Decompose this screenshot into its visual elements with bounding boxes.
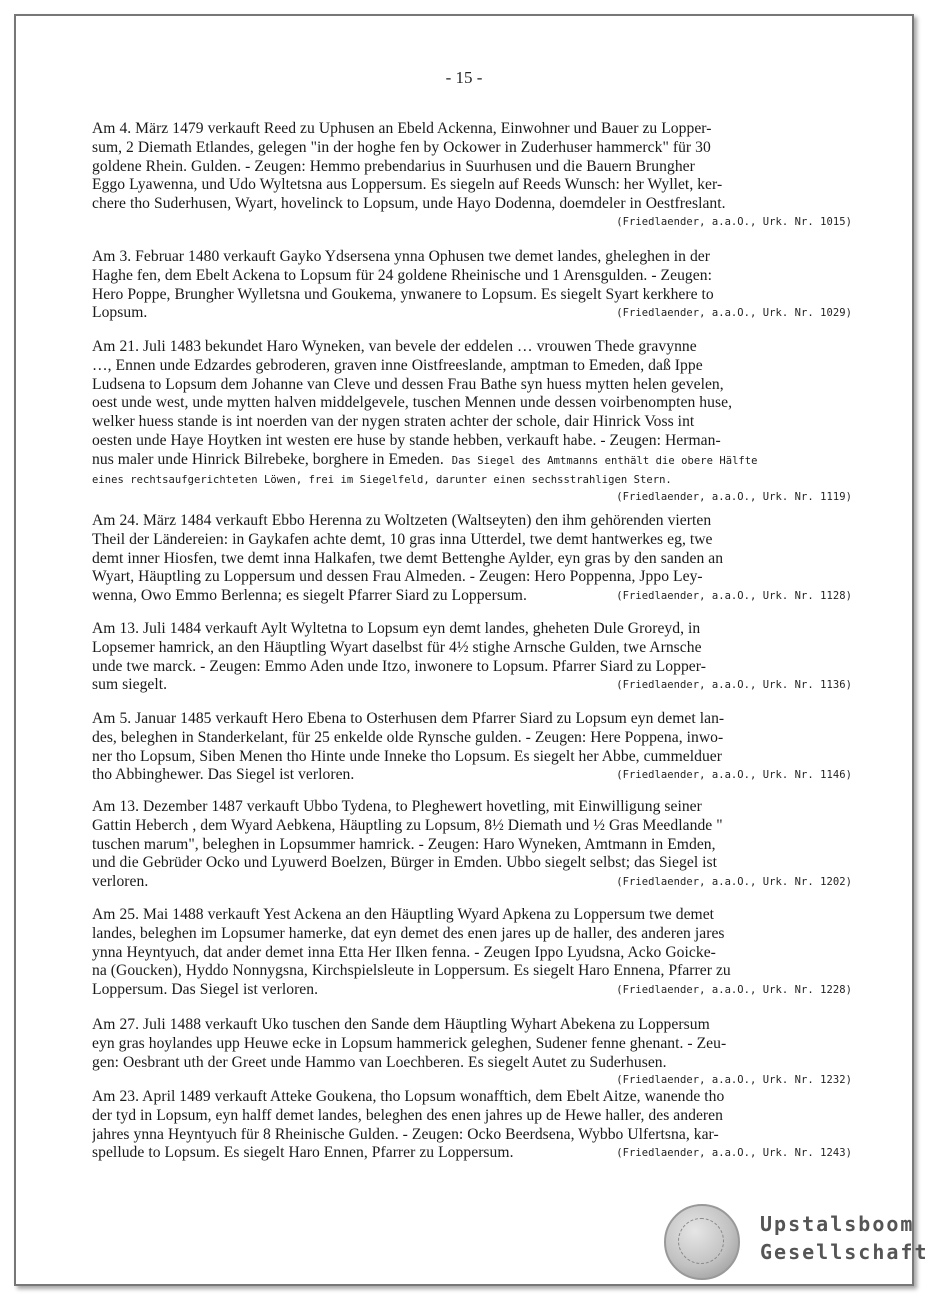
text-line: Am 3. Februar 1480 verkauft Gayko Ydsersena ynna Ophusen twe demet landes, gheleghen in der: [92, 248, 711, 265]
text-line: [92, 981, 852, 1000]
source-citation: (Friedlaender, a.a.O., Urk. Nr. 1232): [616, 1074, 852, 1087]
source-citation: (Friedlaender, a.a.O., Urk. Nr. 1136): [616, 679, 852, 692]
entry-1489: [92, 1088, 852, 1163]
page-number: - 15 -: [445, 68, 483, 87]
text-line: Eggo Lyawenna, und Udo Wyltetsna aus Loppersum. Es siegeln auf Reeds Wunsch: her Wyllet, ker-: [92, 176, 723, 194]
source-citation: (Friedlaender, a.a.O., Urk. Nr. 1015): [616, 215, 852, 228]
seal-note-continued: eines rechtsaufgerichteten Löwen, frei im Siegelfeld, darunter einen sechsstrahligen Stern.: [92, 473, 672, 486]
source-citation: (Friedlaender, a.a.O., Urk. Nr. 1146): [616, 769, 852, 782]
text-line: oest unde west, unde mytten halven middelgevele, tuschen Mennen unde dessen voirbenompten huse,: [92, 394, 733, 412]
page-frame: [14, 14, 929, 1286]
entry-1487: [92, 798, 852, 892]
text-line: [92, 587, 852, 606]
seal-ring: [678, 1218, 724, 1264]
text-line: Am 25. Mai 1488 verkauft Yest Ackena an den Häuptling Wyard Apkena zu Loppersum twe demet: [92, 906, 715, 923]
entry-1479: [92, 120, 852, 230]
text-line: Gattin Heberch , dem Wyard Aebkena, Häuptling zu Lopsum, 8½ Diemath und ½ Gras Meedlande ": [92, 816, 723, 834]
text-line: Am 23. April 1489 verkauft Atteke Goukena, tho Lopsum wonafftich, dem Ebelt Aitze, wanende tho: [92, 1088, 725, 1105]
logo-wordmark: [760, 1210, 929, 1266]
text-line: jahres ynna Heyntyuch für 8 Rheinische Gulden. - Zeugen: Ocko Beerdsena, Wybbo Ulfertsna, kar-: [92, 1125, 719, 1143]
text-line: Ludsena to Lopsum dem Johanne van Cleve und dessen Frau Bathe syn huess mytten helen gevelen,: [92, 375, 724, 393]
source-citation: (Friedlaender, a.a.O., Urk. Nr. 1128): [616, 590, 852, 603]
text-line: landes, beleghen im Lopsumer hamerke, dat eyn demet des enen jares up de haller, des anderen jares: [92, 924, 725, 942]
text-line: [92, 873, 852, 892]
text-line: Wyart, Häuptling zu Loppersum und dessen Frau Almeden. - Zeugen: Hero Poppenna, Jppo Ley-: [92, 568, 703, 586]
text-line: oesten unde Haye Hoytken int westen ere huse by stande hebben, verkauft habe. - Zeugen: Herman-: [92, 431, 721, 449]
line-text: nus maler unde Hinrick Bilrebeke, borghere in Emeden.: [92, 450, 444, 468]
source-citation: (Friedlaender, a.a.O., Urk. Nr. 1202): [616, 876, 852, 889]
source-citation: (Friedlaender, a.a.O., Urk. Nr. 1029): [616, 307, 852, 320]
entry-1485: [92, 710, 852, 785]
text-line: Hero Poppe, Brungher Wylletsna und Goukema, ynwanere to Lopsum. Es siegelt Syart kerkhere to: [92, 285, 714, 303]
logo-line-2: Gesellschaft: [760, 1240, 929, 1264]
last-line-text: wenna, Owo Emmo Berlenna; es siegelt Pfarrer Siard zu Loppersum.: [92, 587, 527, 605]
text-line: Am 27. Juli 1488 verkauft Uko tuschen den Sande dem Häuptling Wyhart Abekena zu Loppersum: [92, 1016, 710, 1033]
text-line: der tyd in Lopsum, eyn halff demet landes, beleghen des enen jahres up de Hewe haller, des anderen: [92, 1106, 723, 1124]
text-line: [92, 1144, 852, 1163]
text-line: demt inner Hiosfen, twe demt inna Halkafen, twe demt Bettenghe Aylder, eyn gras by den sanden an: [92, 549, 724, 567]
text-line: Haghe fen, dem Ebelt Ackena to Lopsum für 24 goldene Rheinische und 1 Arensgulden. - Zeugen:: [92, 266, 712, 284]
text-line: ner tho Lopsum, Siben Menen tho Hinte unde Inneke tho Lopsum. Es siegelt her Abbe, cummelduer: [92, 747, 723, 765]
entry-1484-juli: [92, 620, 852, 695]
text-line: des, beleghen in Standerkelant, für 25 enkelde olde Rynsche gulden. - Zeugen: Here Poppena, inwo-: [92, 728, 724, 746]
text-line: Am 24. März 1484 verkauft Ebbo Herenna zu Woltzeten (Waltseyten) den ihm gehörenden vierten: [92, 512, 712, 529]
text-line: ynna Heyntyuch, dat ander demet inna Etta Her Ilken fenna. - Zeugen Ippo Lyudsna, Acko Goicke-: [92, 943, 716, 961]
entry-1484-maerz: [92, 512, 852, 606]
text-line: na (Goucken), Hyddo Nonnygsna, Kirchspielsleute in Loppersum. Es siegelt Haro Ennena, Pfarrer zu: [92, 962, 731, 980]
last-line-text: tho Abbinghewer. Das Siegel ist verloren.: [92, 766, 355, 784]
last-line-text: Loppersum. Das Siegel ist verloren.: [92, 981, 319, 999]
text-line: Am 13. Juli 1484 verkauft Aylt Wyltetna to Lopsum eyn demt landes, gheheten Dule Groreyd, in: [92, 620, 701, 637]
text-line: welker huess stande is int noerden van der nygen straten achter der schole, dair Hinrick Voss int: [92, 413, 695, 431]
text-line: Am 5. Januar 1485 verkauft Hero Ebena to Osterhusen dem Pfarrer Siard zu Lopsum eyn demet lan-: [92, 710, 725, 727]
text-line: unde twe marck. - Zeugen: Emmo Aden unde Itzo, inwonere to Lopsum. Pfarrer Siard zu Lopper-: [92, 657, 706, 675]
text-line: und die Gebrüder Ocko und Lyuwerd Boelzen, Bürger in Emden. Ubbo siegelt selbst; das Siegel ist: [92, 854, 718, 872]
text-line: goldene Rhein. Gulden. - Zeugen: Hemmo prebendarius in Suurhusen und die Bauern Brungher: [92, 157, 695, 175]
source-citation: (Friedlaender, a.a.O., Urk. Nr. 1243): [616, 1147, 852, 1160]
text-line: gen: Oesbrant uth der Greet unde Hammo van Loechberen. Es siegelt Autet zu Suderhusen.: [92, 1053, 667, 1071]
entry-1488-mai: [92, 906, 852, 1000]
seal-icon: [664, 1204, 740, 1280]
society-logo: [664, 1200, 929, 1280]
entry-1480: [92, 248, 852, 323]
logo-line-1: Upstalsboom: [760, 1212, 915, 1236]
last-line-text: spellude to Lopsum. Es siegelt Haro Ennen, Pfarrer zu Loppersum.: [92, 1144, 514, 1162]
text-line: Theil der Ländereien: in Gaykafen achte demt, 10 gras inna Utterdel, twe demt hantwerkes eg, twe: [92, 530, 713, 548]
text-line: Am 21. Juli 1483 bekundet Haro Wyneken, van bevele der eddelen … vrouwen Thede gravynne: [92, 338, 697, 355]
text-line: [92, 451, 852, 471]
last-line-text: sum siegelt.: [92, 676, 168, 694]
text-line: Am 13. Dezember 1487 verkauft Ubbo Tydena, to Pleghewert hovetling, mit Einwilligung seiner: [92, 798, 702, 815]
source-citation: (Friedlaender, a.a.O., Urk. Nr. 1228): [616, 984, 852, 997]
text-line: [92, 304, 852, 323]
entry-1488-juli: [92, 1016, 852, 1088]
text-line: [92, 676, 852, 695]
text-line: tuschen marum", beleghen in Lopsummer hamrick. - Zeugen: Haro Wyneken, Amtmann in Emden,: [92, 835, 716, 853]
text-line: sum, 2 Diemath Etlandes, gelegen "in der hoghe fen by Ockower in Zuderhuser hammerck" für 30: [92, 138, 711, 156]
text-line: …, Ennen unde Edzardes gebroderen, graven inne Oistfreeslande, amptman to Emeden, daß Ippe: [92, 356, 703, 374]
seal-note: Das Siegel des Amtmanns enthält die obere Hälfte: [451, 454, 758, 467]
entry-1483: [92, 338, 852, 505]
text-line: chere tho Suderhusen, Wyart, hovelinck to Lopsum, unde Hayo Dodenna, doemdeler in Oestfreslant.: [92, 195, 726, 213]
last-line-text: verloren.: [92, 873, 149, 891]
source-citation: (Friedlaender, a.a.O., Urk. Nr. 1119): [616, 491, 852, 504]
text-line: eyn gras hoylandes upp Heuwe ecke in Lopsum hammerick geleghen, Sudener fenne ghenant. - Zeu-: [92, 1034, 727, 1052]
text-line: Lopsemer hamrick, an den Häuptling Wyart daselbst für 4½ stighe Arnsche Gulden, twe Arnsche: [92, 638, 702, 656]
text-line: Am 4. März 1479 verkauft Reed zu Uphusen an Ebeld Ackenna, Einwohner und Bauer zu Lopper-: [92, 120, 712, 137]
text-line: [92, 766, 852, 785]
last-line-text: Lopsum.: [92, 304, 148, 322]
